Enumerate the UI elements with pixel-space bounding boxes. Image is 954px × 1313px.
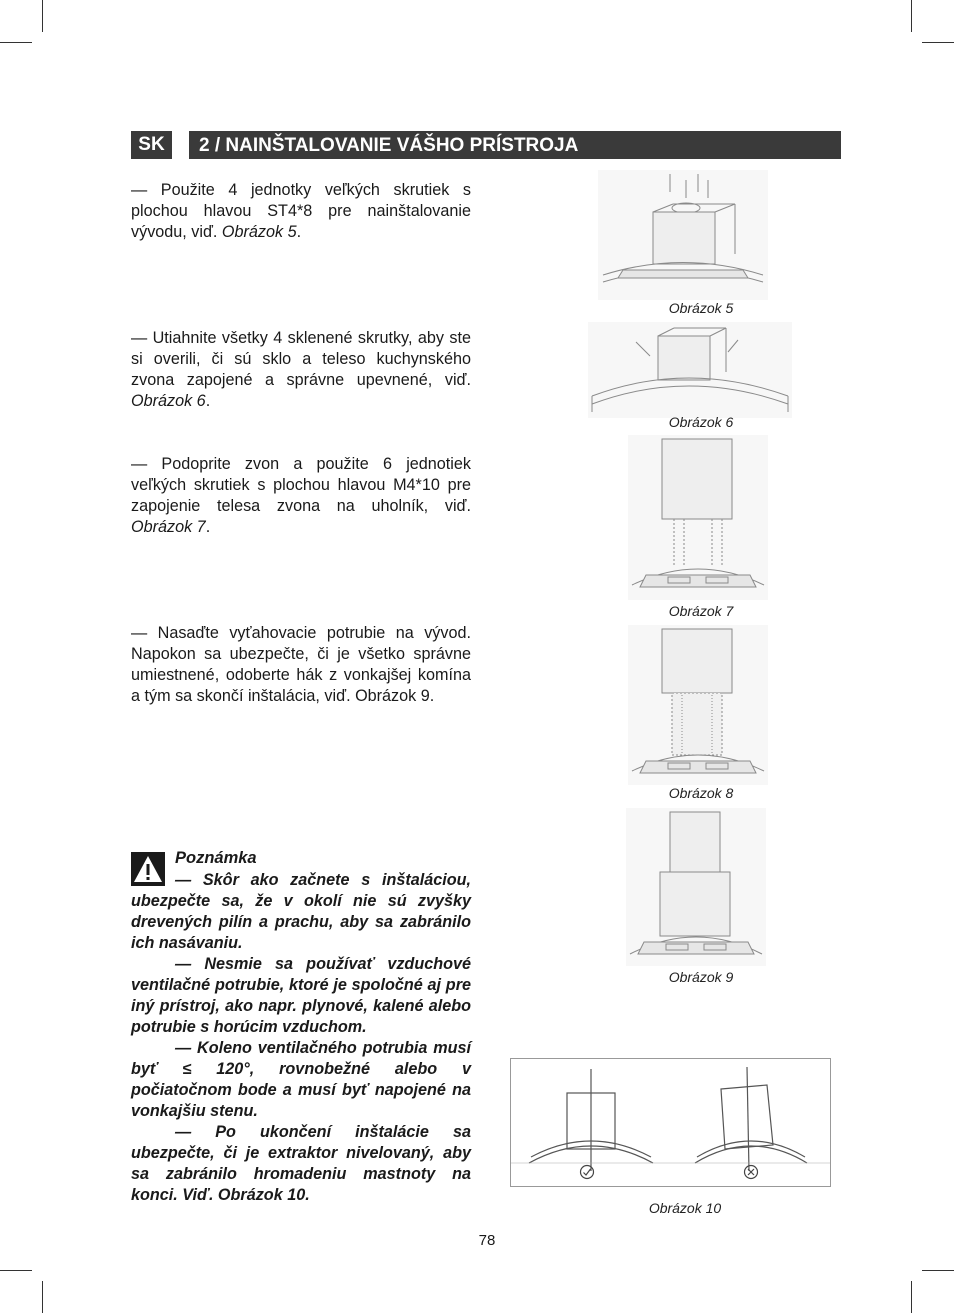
note-item: — Skôr ako začnete s inštaláciou, ubezpečte sa, že v okolí nie sú zvyšky drevených pilín a prachu, aby sa zabránilo ich nasávaniu. <box>131 871 471 952</box>
crop-mark <box>911 1281 912 1313</box>
figure-9-illustration <box>626 808 766 966</box>
crop-mark <box>922 42 954 43</box>
note-item: — Po ukončení inštalácie sa ubezpečte, či je extraktor nivelovaný, aby sa zabránilo hromadeniu mastnoty na konci. Viď. Obrázok 10. <box>131 1123 471 1204</box>
page-number: 78 <box>478 1232 496 1249</box>
crop-mark <box>922 1270 954 1271</box>
figure-6-caption: Obrázok 6 <box>668 414 734 430</box>
figure-5-caption: Obrázok 5 <box>668 300 734 316</box>
note-item: — Koleno ventilačného potrubia musí byť ≤ 120°, rovnobežné alebo v počiatočnom bode a musí byť napojené na vonkajšiu stenu. <box>131 1039 471 1120</box>
figure-10-illustration <box>510 1058 831 1187</box>
crop-mark <box>0 42 32 43</box>
figure-8-illustration <box>628 625 768 785</box>
language-badge: SK <box>131 131 172 159</box>
check-circle-icon <box>579 1164 595 1180</box>
crop-mark <box>42 1281 43 1313</box>
note-body <box>131 870 471 1206</box>
figure-7-caption: Obrázok 7 <box>668 603 734 619</box>
note-item: — Nesmie sa používať vzduchové ventilačné potrubie, ktoré je spoločné aj pre iný prístroj, ako napr. plynové, kalené alebo potrubie s horúcim vzduchom. <box>131 955 471 1036</box>
section-title: 2 / NAINŠTALOVANIE VÁŠHO PRÍSTROJA <box>189 131 841 159</box>
figure-5-illustration <box>598 170 768 300</box>
crop-mark <box>911 0 912 32</box>
cross-circle-icon <box>743 1164 759 1180</box>
instruction-paragraph-3: — Podoprite zvon a použite 6 jednotiek veľkých skrutiek s plochou hlavou M4*10 pre zapojenie telesa zvona na uholník, viď. Obrázok 7. <box>131 455 471 536</box>
crop-mark <box>42 0 43 32</box>
instruction-paragraph-2: — Utiahnite všetky 4 sklenené skrutky, aby ste si overili, či sú sklo a teleso kuchynského zvona zapojené a správne upevnené, viď. Obrázok 6. <box>131 329 471 410</box>
note-title: Poznámka <box>175 849 257 867</box>
crop-mark <box>0 1270 32 1271</box>
figure-7-illustration <box>628 435 768 600</box>
figure-8-caption: Obrázok 8 <box>668 785 734 801</box>
instruction-paragraph-4: — Nasaďte vyťahovacie potrubie na vývod. Napokon sa ubezpečte, či je všetko správne umiestnené, odoberte hák z vonkajšej komína a tým sa skončí inštalácia, viď. Obrázok 9. <box>131 624 471 705</box>
figure-10-caption: Obrázok 10 <box>648 1200 722 1216</box>
instruction-paragraph-1: — Použite 4 jednotky veľkých skrutiek s plochou hlavou ST4*8 pre nainštalovanie vývodu, viď. Obrázok 5. <box>131 181 471 241</box>
figure-6-illustration <box>588 322 792 418</box>
figure-9-caption: Obrázok 9 <box>668 969 734 985</box>
